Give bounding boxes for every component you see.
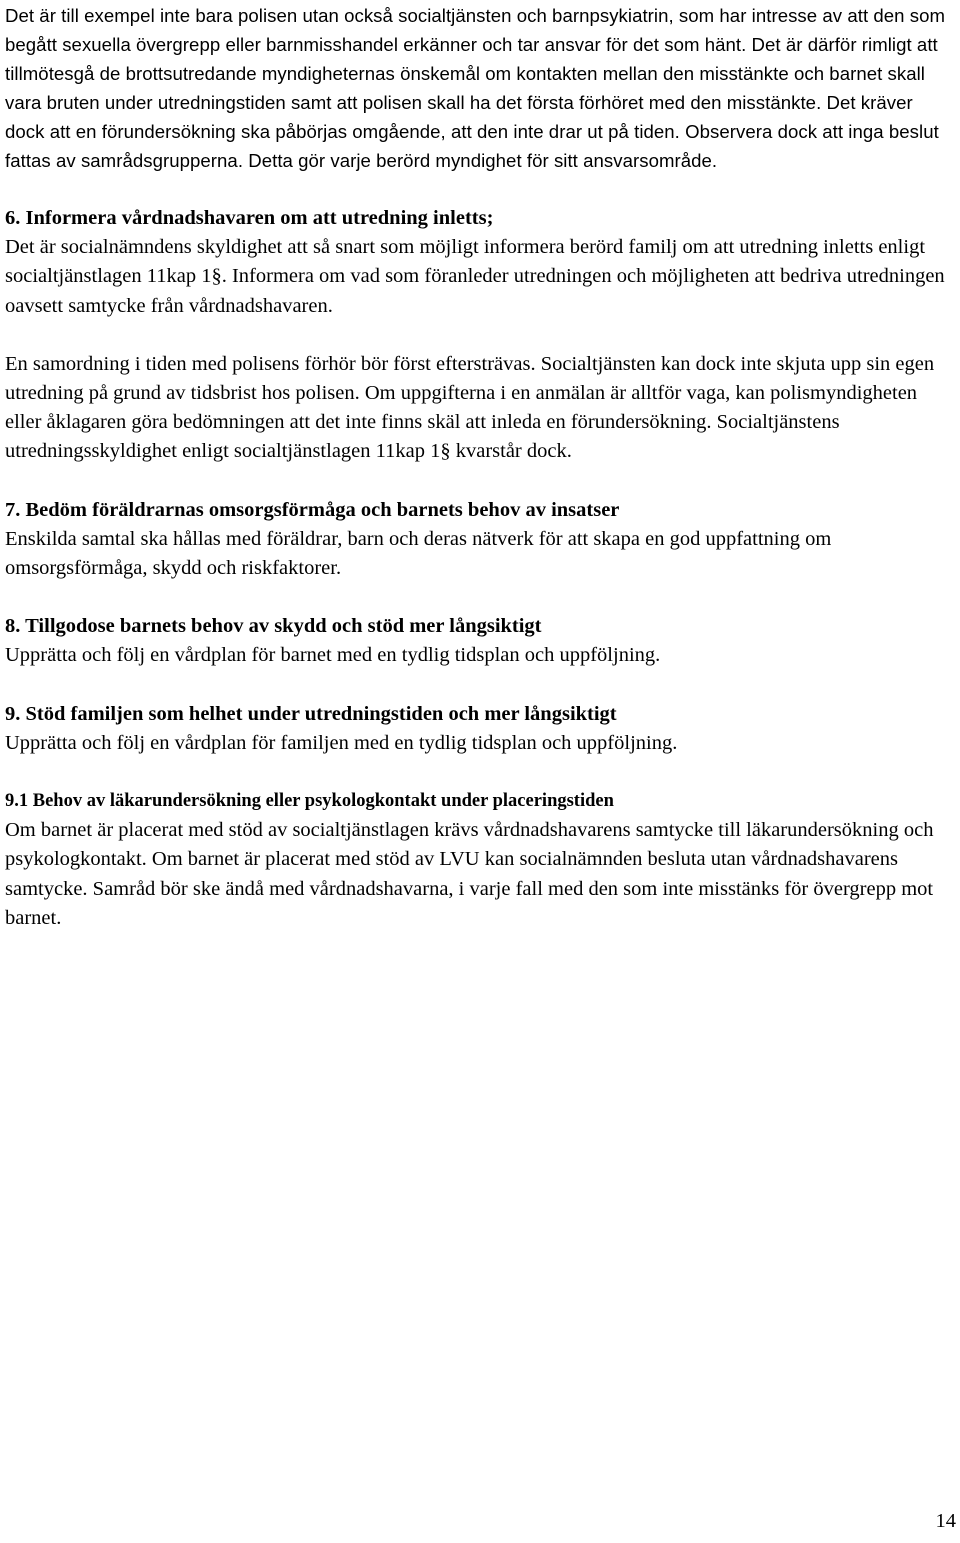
section-7 (5, 496, 955, 584)
section-9-heading: 9. Stöd familjen som helhet under utredningstiden och mer långsiktigt (5, 702, 617, 725)
section-7-heading: 7. Bedöm föräldrarnas omsorgsförmåga och barnets behov av insatser (5, 498, 620, 521)
section-9-1 (5, 787, 955, 933)
section-6 (5, 204, 955, 467)
section-9 (5, 700, 955, 758)
intro-paragraph: Det är till exempel inte bara polisen utan också socialtjänsten och barnpsykiatrin, som har intresse av att den som begått sexuella övergrepp eller barnmisshandel erkänner och tar ansvar för det som hänt. Det är därför rimligt att tillmötesgå de brottsutredande myndigheternas önskemål om kontakten mellan den misstänkte och barnet skall vara bruten under utredningstiden samt att polisen skall ha det första förhöret med den misstänkte. Det kräver dock att en förundersökning ska påbörjas omgående, att den inte drar ut på tiden. Observera dock att inga beslut fattas av samrådsgrupperna. Detta gör varje berörd myndighet för sitt ansvarsområde. (5, 5, 946, 171)
section-9-1-paragraph: Om barnet är placerat med stöd av socialtjänstlagen krävs vårdnadshavarens samtycke till läkarundersökning och psykologkontakt. Om barnet är placerat med stöd av LVU kan socialnämnden besluta utan vårdnadshavarens samtycke. Samråd bör ske ändå med vårdnadshavarna, i varje fall med den som inte misstänks för övergrepp mot barnet. (5, 819, 934, 929)
section-9-paragraph: Upprätta och följ en vårdplan för familjen med en tydlig tidsplan och uppföljning. (5, 731, 678, 754)
section-8-paragraph: Upprätta och följ en vårdplan för barnet med en tydlig tidsplan och uppföljning. (5, 644, 661, 667)
section-6-paragraph-2: En samordning i tiden med polisens förhör bör först eftersträvas. Socialtjänsten kan dock inte skjuta upp sin egen utredning på grund av tidsbrist hos polisen. Om uppgifterna i en anmälan är alltför vaga, kan polismyndigheten eller åklagaren göra bedömningen att det inte finns skäl att inleda en förundersökning. Socialtjänstens utredningsskyldighet enligt socialtjänstlagen 11kap 1§ kvarstår dock. (5, 352, 935, 463)
section-8-heading: 8. Tillgodose barnets behov av skydd och stöd mer långsiktigt (5, 615, 542, 638)
section-9-1-heading: 9.1 Behov av läkarundersökning eller psykologkontakt under placeringstiden (5, 791, 614, 812)
section-8 (5, 612, 955, 670)
page-number: 14 (935, 1510, 956, 1532)
section-6-paragraph-1: Det är socialnämndens skyldighet att så snart som möjligt informera berörd familj om att utredning inletts enligt socialtjänstlagen 11kap 1§. Informera om vad som föranleder utredningen och möjligheten att bedriva utredningen oavsett samtycke från vårdnadshavaren. (5, 236, 945, 317)
section-6-heading: 6. Informera vårdnadshavaren om att utredning inletts; (5, 207, 494, 229)
section-7-paragraph: Enskilda samtal ska hållas med föräldrar, barn och deras nätverk för att skapa en god uppfattning om omsorgsförmåga, skydd och riskfaktorer. (5, 527, 832, 580)
document-page (5, 0, 955, 933)
